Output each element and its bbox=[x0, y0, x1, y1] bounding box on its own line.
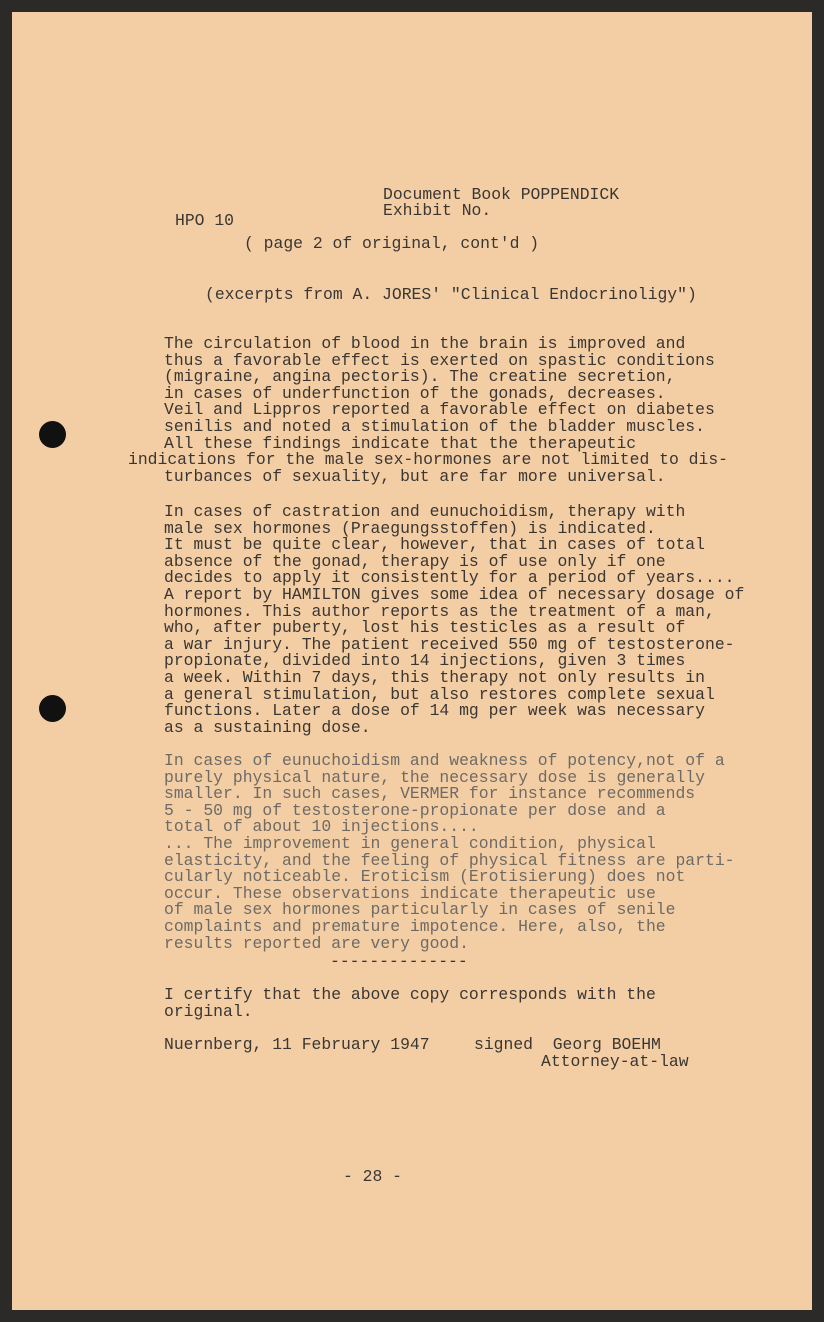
excerpt-title: (excerpts from A. JORES' "Clinical Endocrinoligy") bbox=[205, 285, 697, 304]
text-line: in cases of underfunction of the gonads, decreases. bbox=[164, 383, 666, 403]
text-line: as a sustaining dose. bbox=[164, 717, 371, 737]
text-line: All these findings indicate that the therapeutic bbox=[164, 433, 637, 453]
text-line: male sex hormones (Praegungsstoffen) is indicated. bbox=[164, 518, 656, 538]
text-line: hormones. This author reports as the treatment of a man, bbox=[164, 601, 715, 621]
text-line: functions. Later a dose of 14 mg per week was necessary bbox=[164, 701, 705, 721]
signer-title: Attorney-at-law bbox=[541, 1052, 689, 1071]
text-line: cularly noticeable. Eroticism (Erotisierung) does not bbox=[164, 867, 686, 887]
text-line: propionate, divided into 14 injections, given 3 times bbox=[164, 651, 686, 671]
text-line: senilis and noted a stimulation of the bladder muscles. bbox=[164, 416, 705, 436]
document-book-label: Document Book POPPENDICK bbox=[383, 185, 620, 204]
text-line: absence of the gonad, therapy is of use only if one bbox=[164, 551, 666, 571]
text-line: complaints and premature impotence. Here, also, the bbox=[164, 916, 666, 936]
text-line: decides to apply it consistently for a period of years.... bbox=[164, 568, 735, 588]
certification-line-1: I certify that the above copy corresponds with the bbox=[164, 985, 656, 1004]
punch-hole bbox=[39, 695, 66, 722]
text-line: purely physical nature, the necessary dose is generally bbox=[164, 767, 705, 787]
text-line: smaller. In such cases, VERMER for instance recommends bbox=[164, 784, 696, 804]
text-line: indications for the male sex-hormones are not limited to dis- bbox=[128, 450, 728, 470]
text-line: a war injury. The patient received 550 mg of testosterone- bbox=[164, 634, 735, 654]
text-line: of male sex hormones particularly in cases of senile bbox=[164, 900, 676, 920]
text-line: The circulation of blood in the brain is improved and bbox=[164, 334, 686, 353]
paragraph-3 bbox=[164, 753, 735, 952]
text-line: In cases of eunuchoidism and weakness of potency,not of a bbox=[164, 751, 725, 770]
certification-line-2: original. bbox=[164, 1002, 253, 1021]
text-line: Veil and Lippros reported a favorable effect on diabetes bbox=[164, 400, 715, 420]
text-line: (migraine, angina pectoris). The creatine secretion, bbox=[164, 367, 676, 387]
text-line: thus a favorable effect is exerted on spastic conditions bbox=[164, 350, 715, 370]
text-line: 5 - 50 mg of testosterone-propionate per dose and a bbox=[164, 800, 666, 820]
paragraph-2 bbox=[164, 504, 744, 736]
signature: signed Georg BOEHM bbox=[474, 1035, 661, 1054]
place-date: Nuernberg, 11 February 1947 bbox=[164, 1035, 430, 1054]
text-line: occur. These observations indicate therapeutic use bbox=[164, 883, 656, 903]
text-line: total of about 10 injections.... bbox=[164, 817, 479, 837]
text-line: a week. Within 7 days, this therapy not only results in bbox=[164, 667, 705, 687]
text-line: In cases of castration and eunuchoidism, therapy with bbox=[164, 502, 686, 521]
page-number: - 28 - bbox=[343, 1167, 403, 1186]
text-line: It must be quite clear, however, that in cases of total bbox=[164, 535, 705, 555]
text-line: results reported are very good. bbox=[164, 933, 469, 953]
hpo-label: HPO 10 bbox=[175, 211, 235, 230]
page-note: ( page 2 of original, cont'd ) bbox=[244, 234, 540, 253]
text-line: a general stimulation, but also restores complete sexual bbox=[164, 684, 715, 704]
text-line: elasticity, and the feeling of physical fitness are parti- bbox=[164, 850, 735, 870]
exhibit-label: Exhibit No. bbox=[383, 201, 492, 220]
text-line: turbances of sexuality, but are far more universal. bbox=[164, 466, 666, 486]
text-line: ... The improvement in general condition, physical bbox=[164, 833, 656, 853]
text-line: A report by HAMILTON gives some idea of necessary dosage of bbox=[164, 584, 745, 604]
separator-line: -------------- bbox=[330, 952, 468, 971]
paragraph-1 bbox=[128, 334, 728, 486]
punch-hole bbox=[39, 421, 66, 448]
text-line: who, after puberty, lost his testicles as a result of bbox=[164, 618, 686, 638]
